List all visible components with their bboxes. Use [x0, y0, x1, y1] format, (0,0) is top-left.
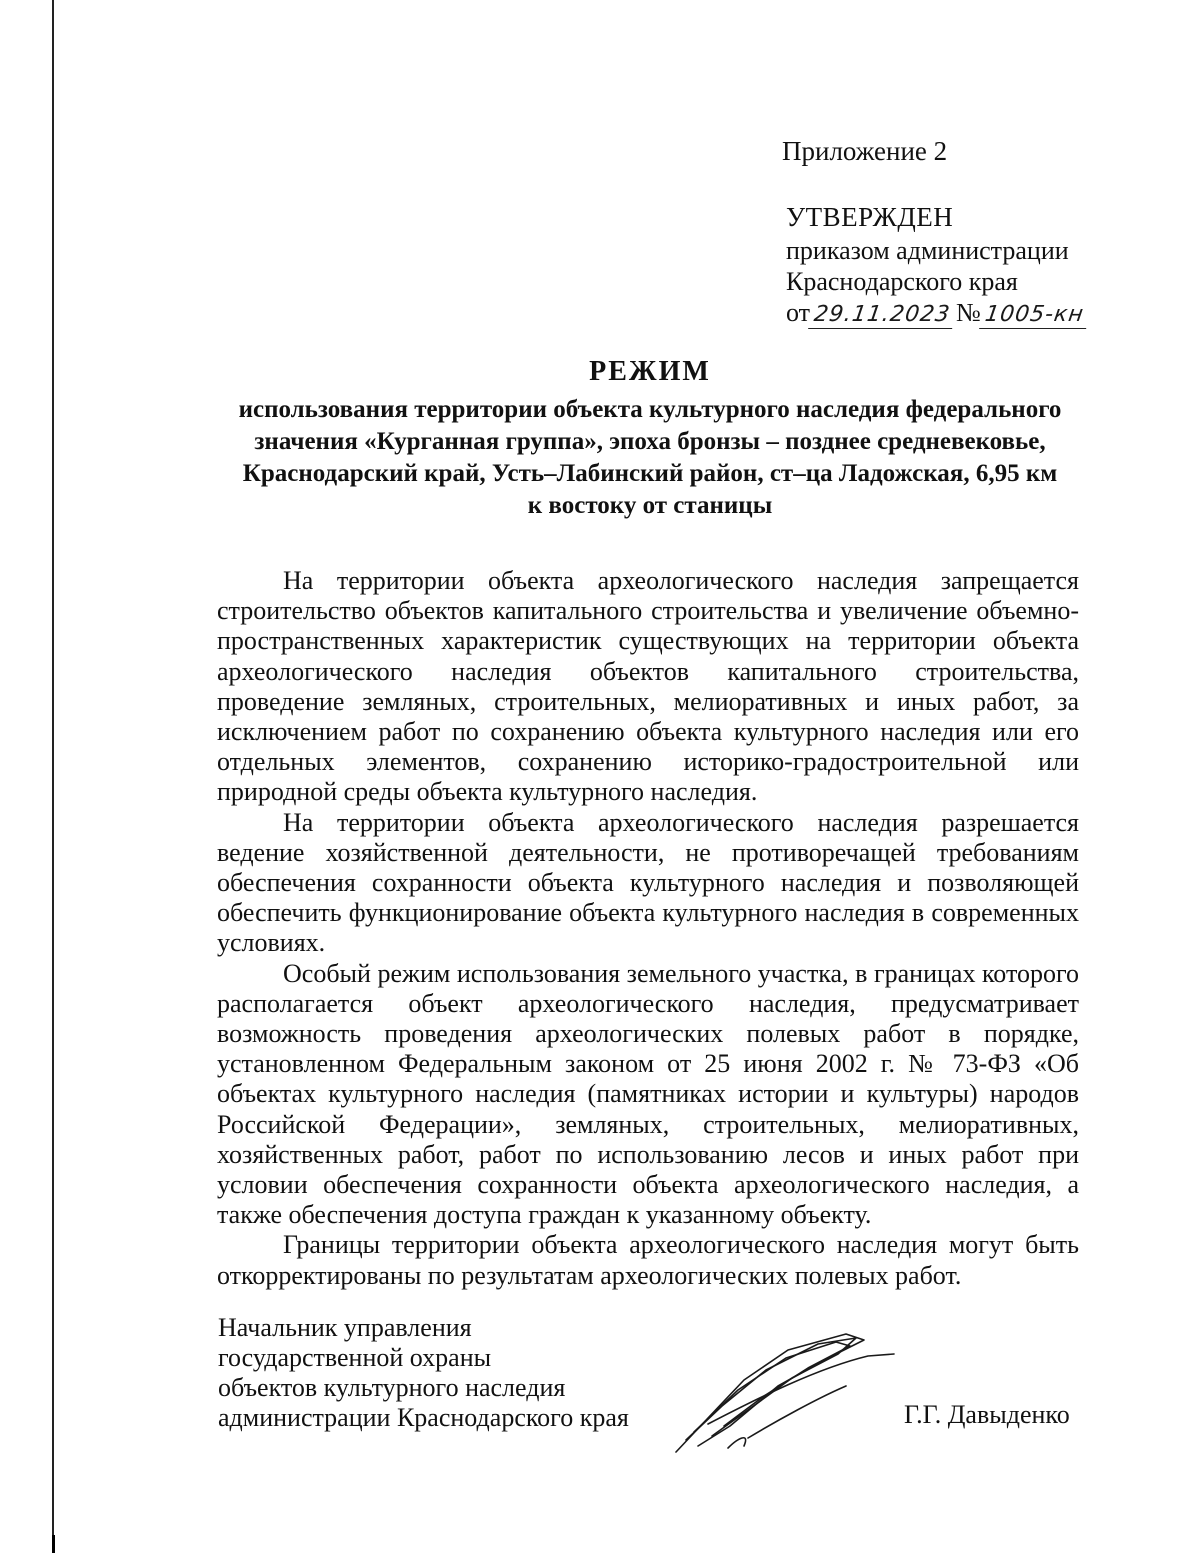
scan-edge-line	[52, 0, 54, 1553]
approval-block	[786, 202, 1146, 328]
paragraph-3: Особый режим использования земельного участка, в границах которого располагается объект археологического наследия, предусматривает возможность проведения археологических полевых работ в порядке, установленном Федеральным законом от 25 июня 2002 г. № 73-ФЗ «Об объектах культурного наследия (памятниках истории и культуры) народов Российской Федерации», земляных, строительных, мелиоративных, хозяйственных работ, работ по использованию лесов и иных работ при условии обеспечения сохранности объекта археологического наследия, а также обеспечения доступа граждан к указанному объекту.	[217, 958, 1079, 1230]
heading-line-2: значения «Курганная группа», эпоха бронзы – позднее средневековье,	[254, 428, 1046, 455]
approval-line-2: Краснодарского края	[786, 267, 1018, 296]
signer-name: Г.Г. Давыденко	[904, 1400, 1070, 1429]
number-sign: №	[956, 298, 981, 327]
approval-line-1: приказом администрации	[786, 236, 1069, 265]
paragraph-4: Границы территории объекта археологического наследия могут быть откорректированы по результатам археологических полевых работ.	[217, 1230, 1079, 1290]
heading-line-4: к востоку от станицы	[527, 492, 773, 519]
paragraph-1: На территории объекта археологического наследия запрещается строительство объектов капитального строительства и увеличение объемно-пространственных характеристик существующих на территории объекта археологического наследия объектов капитального строительства, проведение земляных, строительных, мелиоративных и иных работ, за исключением работ по сохранению объекта культурного наследия или его отдельных элементов, сохранению историко-градостроительной или природной среды объекта культурного наследия.	[217, 566, 1079, 807]
heading-line-1: использования территории объекта культурного наследия федерального	[238, 396, 1062, 423]
document-body	[217, 566, 1079, 1291]
date-prefix: от	[786, 298, 811, 327]
handwritten-signature	[668, 1328, 898, 1460]
signatory-position-line-1: Начальник управления	[218, 1313, 472, 1342]
appendix-label: Приложение 2	[782, 136, 948, 166]
approval-date-number-line	[786, 297, 1146, 328]
handwritten-number: 1005-кн	[979, 302, 1089, 329]
approval-title: УТВЕРЖДЕН	[786, 202, 954, 232]
paragraph-2: На территории объекта археологического наследия разрешается ведение хозяйственной деятельности, не противоречащей требованиям обеспечения сохранности объекта культурного наследия и позволяющей обеспечить функционирование объекта культурного наследия в современных условиях.	[217, 807, 1079, 958]
handwritten-date: 29.11.2023	[808, 302, 956, 329]
signatory-position-line-3: объектов культурного наследия	[218, 1373, 566, 1402]
scan-edge-mark	[52, 1535, 55, 1553]
signatory-position-line-4: администрации Краснодарского края	[218, 1403, 629, 1432]
document-heading	[190, 356, 1110, 522]
heading-title: РЕЖИМ	[589, 356, 711, 387]
heading-line-3: Краснодарский край, Усть–Лабинский район, ст–ца Ладожская, 6,95 км	[242, 460, 1058, 487]
signatory-position-line-2: государственной охраны	[218, 1343, 492, 1372]
signatory-position	[218, 1313, 629, 1433]
